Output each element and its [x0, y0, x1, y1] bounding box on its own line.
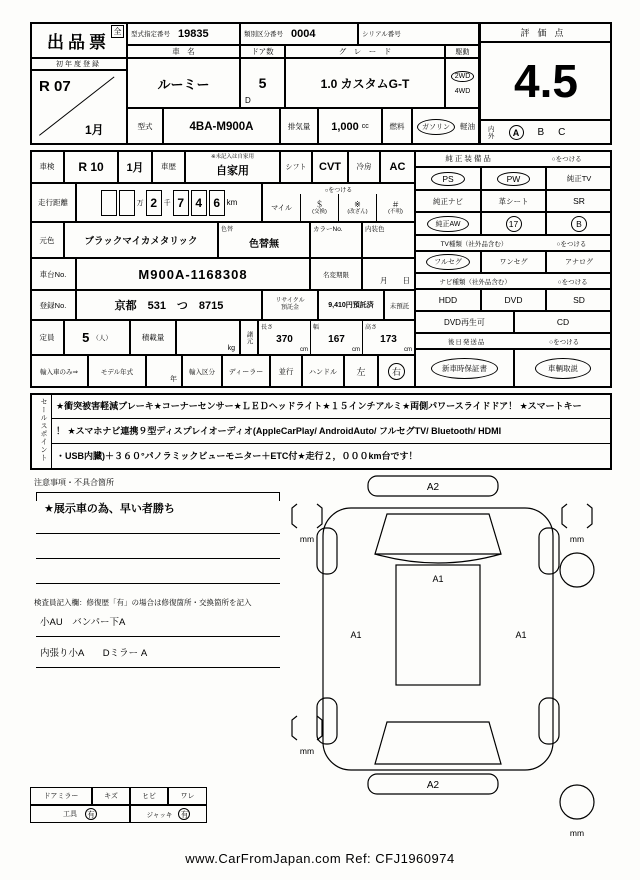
mile-tampered [338, 194, 376, 221]
shift-label: シフト [285, 163, 307, 171]
equip-header4-label: 後日発送品 [447, 338, 486, 346]
import-dealer-cell [222, 355, 270, 388]
equip-tv-cell [546, 167, 612, 190]
cool-cell [380, 150, 415, 183]
inspector-line-1: 小AU バンパー下A [40, 617, 126, 628]
capacity-header [30, 320, 64, 355]
capacity-unit: （人） [92, 335, 112, 342]
odo-digit: 7 [173, 190, 189, 216]
equip-header-1 [415, 150, 612, 167]
equip-manual-circled: 車輌取説 [535, 358, 591, 379]
equip-leather-cell [481, 190, 546, 212]
recycle-header [262, 290, 318, 320]
dim-height-label: 高さ [365, 325, 378, 331]
mm-label-bl: mm [299, 746, 315, 756]
history-header [152, 150, 185, 183]
wheel-front-left [317, 528, 337, 574]
mile-cell [262, 183, 415, 222]
color-cell [64, 222, 218, 258]
shift-header [280, 150, 312, 183]
zen-badge: 全 [111, 25, 124, 38]
int-ext-label [488, 126, 495, 140]
mm-label-tl: mm [299, 534, 315, 544]
name-change-header [310, 258, 362, 290]
interior-color-cell [362, 222, 415, 258]
doors-cell [240, 58, 285, 108]
equip-dvd: DVD [504, 295, 523, 305]
split-label: ワレ [180, 793, 195, 800]
recycle-label-2: 預託金 [280, 305, 299, 311]
model-code-cell [163, 108, 280, 145]
import-parallel-cell [270, 355, 302, 388]
shaken-year-cell [64, 150, 118, 183]
mile-note-1: (交換) [312, 208, 327, 215]
serial-number-cell [358, 22, 480, 45]
history-note: ※未記入は自家用 [210, 154, 255, 160]
wheel-rear-right [539, 698, 559, 744]
sales-line-1: ★衝突被害軽減ブレーキ★コーナーセンサー★ＬＥＤヘッドライト★１５インチアルミ★両側パワースライドドア！ ★スマートキー [52, 394, 610, 419]
mm-label-br: mm [569, 828, 585, 838]
handle-left-cell [344, 355, 378, 388]
handle-label: ハンドル [309, 368, 337, 376]
car-name-label: 車 名 [172, 47, 195, 56]
color-header [30, 222, 64, 258]
bracket-top-right [562, 504, 592, 528]
inspector-line-2: 内張り小A Dミラー A [40, 648, 148, 659]
history-value: 自家用 [216, 165, 249, 177]
payload-label: 積載量 [141, 333, 165, 342]
odo-digit [101, 190, 117, 216]
fuel-label: 燃料 [389, 122, 405, 131]
right-rail-label: A1 [515, 630, 527, 640]
mirror-label: ドアミラー [43, 793, 79, 800]
reg-header [30, 290, 76, 320]
equip-cd: CD [556, 317, 570, 327]
mile-sym-3: ＃ [391, 199, 400, 209]
equip-ps-circled: PS [431, 172, 464, 186]
cool-value: AC [389, 160, 406, 173]
equip-oneseg: ワンセグ [499, 259, 528, 266]
repaint-label: 色替 [221, 227, 234, 233]
dim-width-label: 幅 [313, 325, 320, 331]
spare-circle-top [560, 553, 594, 587]
equip-sr: SR [573, 196, 585, 206]
tool-present-circled: 有 [85, 808, 97, 820]
rate-a-circled: A [509, 125, 524, 140]
dim-length-label: 長さ [261, 325, 274, 331]
notes-rule-2 [36, 558, 280, 559]
trunk-panel [375, 722, 501, 764]
equip-oneseg-cell [481, 251, 546, 273]
model-code-value: 4BA-M900A [189, 120, 254, 133]
color-value: ブラックマイカメタリック [84, 236, 198, 247]
mileage-header [30, 183, 76, 222]
spec-label: 諸元 [245, 331, 253, 344]
model-designation-value: 19835 [178, 27, 209, 40]
inspector-label: 検査員記入欄：修復歴「有」の場合は修復箇所・交換箇所を記入 [34, 598, 252, 607]
ext-label: 外 [488, 132, 495, 140]
car-diagram [283, 470, 613, 848]
displacement-unit: cc [361, 123, 369, 130]
equip-fullseg-circled: フルセグ [426, 254, 470, 270]
shift-value: CVT [319, 160, 341, 173]
shaken-header [30, 150, 64, 183]
grade-cell [285, 58, 445, 108]
equip-header2-label: TV種類（社外品含む） [440, 240, 508, 248]
odo-sen: 千 [163, 199, 171, 207]
shaken-year: R 10 [78, 159, 104, 174]
mile-options [263, 194, 414, 221]
class-number-value: 0004 [291, 27, 316, 40]
equip-dvdplay-cell [415, 311, 514, 333]
wheel-front-right [539, 528, 559, 574]
equip-warranty-cell [415, 349, 514, 388]
equip-dvd-cell [481, 289, 546, 311]
model-year-header [88, 355, 146, 388]
odo-digit: 4 [191, 190, 207, 216]
jack-present-circled: 有 [178, 808, 190, 820]
import-class-label: 輸入区分 [189, 369, 215, 376]
odo-digit [119, 190, 135, 216]
shaken-month: 1月 [126, 161, 144, 174]
chassis-cell [76, 258, 310, 290]
repaint-value: 色替無 [249, 239, 279, 250]
mile-sym-2: ※ [354, 199, 361, 209]
model-designation-label: 型式指定番号 [131, 31, 170, 38]
grade-header [285, 45, 445, 58]
first-reg-month: 1月 [85, 123, 104, 137]
equip-dvdplay: DVD再生可 [444, 317, 485, 327]
odo-digit: 2 [146, 190, 162, 216]
dim-width-unit: cm [352, 347, 360, 353]
first-reg-header [30, 58, 127, 70]
equip-hdd-cell [415, 289, 481, 311]
equip-circle-note-1: ○をつける [551, 156, 582, 163]
notes-bracket-top [36, 492, 280, 493]
interior-color-label: 内装色 [365, 226, 385, 233]
split-cell [168, 787, 207, 805]
crack-cell [130, 787, 168, 805]
notes-bracket-left-tick [36, 492, 37, 501]
shaken-month-cell [118, 150, 152, 183]
dim-length-value: 370 [276, 334, 293, 345]
capacity-label: 定員 [39, 333, 55, 342]
equip-aw-circled: 純正AW [427, 216, 468, 232]
equip-header3-label: ナビ種類（社外品含む） [439, 278, 511, 286]
equip-header-3 [415, 273, 612, 289]
inspector-rule-1 [36, 636, 280, 637]
class-number-cell [240, 22, 358, 45]
rear-bar-label: A2 [426, 780, 440, 791]
rate-c: C [558, 127, 566, 138]
cool-header [348, 150, 380, 183]
chassis-value: M900A-1168308 [138, 266, 248, 282]
mile-note-2: (改ざん) [347, 208, 368, 215]
displacement-label: 排気量 [287, 122, 311, 131]
color-label: 元色 [39, 235, 55, 245]
color-no-label: カラーNo. [313, 226, 343, 233]
reg-value: 京都 531 つ 8715 [114, 300, 224, 312]
fuel-diesel: 軽油 [460, 122, 475, 131]
bracket-top-left [292, 504, 322, 528]
mm-label-tr: mm [569, 534, 585, 544]
handle-header [302, 355, 344, 388]
sales-label-cell [30, 393, 52, 470]
mile-unknown [376, 194, 414, 221]
model-code-header [127, 108, 163, 145]
equip-ps-cell [415, 167, 481, 190]
import-parallel: 並行 [278, 367, 294, 376]
import-header [30, 355, 88, 388]
notes-bracket-right-tick [279, 492, 280, 501]
drive-2wd-circled: 2WD [451, 71, 475, 82]
equip-sd-cell [546, 289, 612, 311]
equip-pw-cell [481, 167, 546, 190]
tool-cell [30, 805, 130, 823]
history-cell [185, 150, 280, 183]
equip-circle-note-2: ○をつける [556, 240, 587, 248]
dim-height-unit: cm [404, 347, 412, 353]
rate-b: B [537, 127, 545, 138]
serial-number-label: シリアル番号 [362, 31, 401, 38]
grade-label: グ レ ー ド [338, 47, 392, 56]
model-year-unit: 年 [170, 376, 177, 383]
notes-rule-1 [36, 533, 280, 534]
drive-label: 駆動 [455, 48, 470, 56]
crack-label: ヒビ [142, 793, 156, 800]
recycle-value: 9,410円預託済 [328, 302, 374, 309]
score-cell [480, 42, 612, 120]
drive-cell [445, 58, 480, 108]
hood-panel [375, 514, 501, 554]
handle-left: 左 [356, 367, 366, 377]
equip-circle-note-4: ○をつける [549, 338, 580, 346]
sales-line-2: ！ ★スマホナビ連携９型ディスプレイオーディオ(AppleCarPlay/ AndroidAuto/ フルセグTV/ Bluetooth/ HDMI [52, 419, 610, 444]
equip-manual-cell [514, 349, 612, 388]
equip-tv: 純正TV [566, 174, 592, 183]
windshield-line [375, 554, 501, 563]
jack-label: ジャッキ [146, 811, 173, 819]
page-title: 出品票 [47, 32, 110, 52]
drive-header [445, 45, 480, 58]
name-change-label: 名変期限 [323, 271, 349, 279]
score-header-cell [480, 22, 612, 42]
equip-warranty-circled: 新車時保証書 [431, 358, 498, 379]
dim-height [362, 321, 414, 354]
name-change-value: 月 日 [380, 276, 410, 285]
dim-length [259, 321, 310, 354]
notes-text: ★展示車の為、早い者勝ち [44, 503, 175, 515]
first-reg-label: 初年度登録 [56, 61, 101, 68]
score-label: 評価点 [520, 27, 572, 38]
notes-rule-3 [36, 583, 280, 584]
equip-aw-b-cell [546, 212, 612, 235]
import-label: 輸入車のみ⇒ [40, 369, 78, 376]
equip-fullseg-cell [415, 251, 481, 273]
first-reg-year: R 07 [39, 78, 71, 95]
spec-header [240, 320, 258, 355]
sales-line-3: ・USB内臓)＋３６０°パノラミックビューモニター＋ETC付★走行２，０００km台です！ [56, 451, 418, 461]
equip-leather: 革シート [498, 196, 529, 206]
odometer-cell [76, 183, 262, 222]
odo-digit: 6 [209, 190, 225, 216]
displacement-value: 1,000 [331, 120, 359, 133]
recycle-cell [318, 290, 384, 320]
doors-header [240, 45, 285, 58]
mileage-label: 走行距離 [38, 198, 68, 207]
mirror-cell [30, 787, 92, 805]
payload-header [130, 320, 176, 355]
fuel-header [382, 108, 412, 145]
equip-aw-cell [415, 212, 481, 235]
odo-unit: km [226, 198, 238, 207]
equip-cd-cell [514, 311, 612, 333]
color-no-cell [310, 222, 362, 258]
capacity-value: 5 [82, 330, 90, 345]
dim-width-value: 167 [328, 334, 345, 345]
equip-aw-size-circled: 17 [506, 216, 522, 232]
handle-right-cell [378, 355, 415, 388]
dim-height-value: 173 [380, 334, 397, 345]
equip-sr-cell [546, 190, 612, 212]
dim-length-unit: cm [300, 347, 308, 353]
car-name-value: ルーミー [157, 76, 210, 92]
sales-label: セールスポイント [40, 398, 47, 462]
equip-navi: 純正ナビ [433, 196, 463, 206]
equip-pw-circled: PW [497, 172, 531, 186]
equip-header-4 [415, 333, 612, 349]
circle-note: ○をつける [324, 188, 353, 194]
import-dealer: ディーラー [228, 368, 264, 376]
history-label: 車歴 [161, 162, 176, 171]
import-class-header [182, 355, 222, 388]
center-panel-label: A1 [432, 574, 444, 584]
repaint-cell [218, 222, 310, 258]
left-rail-label: A1 [350, 630, 362, 640]
fuel-cell [412, 108, 480, 145]
recycle-alt: 未預託 [389, 302, 410, 310]
chassis-header [30, 258, 76, 290]
model-code-label: 型式 [137, 122, 153, 131]
name-change-cell [362, 258, 415, 290]
equip-header-2 [415, 235, 612, 251]
doors-value: 5 [258, 75, 267, 91]
handle-right-circled: 右 [388, 363, 405, 380]
equip-hdd: HDD [438, 295, 458, 305]
doors-sub: D [245, 96, 251, 105]
grade-value: 1.0 カスタムG-T [320, 76, 410, 91]
chassis-label: 車台No. [39, 269, 67, 279]
drive-4wd: 4WD [454, 88, 471, 95]
model-year-cell [146, 355, 182, 388]
odo-man: 万 [136, 199, 144, 207]
shaken-label: 車検 [39, 162, 55, 171]
reg-cell [76, 290, 262, 320]
interior-exterior-cell [480, 120, 612, 145]
class-number-label: 類別区分番号 [244, 31, 283, 38]
mile-exchange [300, 194, 338, 221]
scratch-cell [92, 787, 130, 805]
equip-analog-cell [546, 251, 612, 273]
model-designation-cell [127, 22, 240, 45]
doors-label: ドア数 [251, 47, 274, 56]
first-reg-cell [30, 70, 127, 145]
equip-navi-cell [415, 190, 481, 212]
car-name-header [127, 45, 240, 58]
cool-label: 冷房 [356, 162, 372, 171]
notes-label: 注意事項・不具合箇所 [34, 478, 114, 487]
dimensions-cell [258, 320, 415, 355]
equip-aw-size-cell [481, 212, 546, 235]
equip-sd: SD [573, 295, 585, 305]
recycle-label-1: リサイクル [275, 298, 305, 305]
title-cell [30, 22, 127, 58]
footer-reference: www.CarFromJapan.com Ref: CFJ1960974 [185, 851, 455, 866]
equip-header1-label: 純正装備品 [445, 154, 493, 163]
tool-label: 工具 [63, 811, 77, 818]
displacement-cell [318, 108, 382, 145]
shift-cell [312, 150, 348, 183]
score-value: 4.5 [514, 55, 578, 107]
mile-sym-1: ＄ [315, 199, 324, 209]
recycle-alt-cell [384, 290, 415, 320]
sales-text-area [52, 394, 610, 469]
equip-aw-b-circled: B [571, 216, 587, 232]
payload-unit: kg [227, 345, 235, 352]
inspector-rule-2 [36, 667, 280, 668]
model-year-label: モデル年式 [100, 369, 134, 376]
reg-label: 登録No. [39, 300, 67, 310]
spare-circle-bottom [560, 785, 594, 819]
front-bar-label: A2 [426, 482, 440, 493]
scratch-label: キズ [104, 793, 118, 800]
jack-cell [130, 805, 207, 823]
dim-width [310, 321, 362, 354]
fuel-gasoline-circled: ガソリン [417, 119, 455, 135]
car-name-cell [127, 58, 240, 108]
car-diagram-shapes [292, 476, 594, 819]
mile-label: マイル [271, 204, 292, 212]
payload-cell [176, 320, 240, 355]
equip-circle-note-3: ○をつける [557, 278, 588, 286]
capacity-cell [64, 320, 130, 355]
int-label: 内 [488, 125, 495, 133]
equip-analog: アナログ [565, 259, 593, 266]
displacement-header [280, 108, 318, 145]
mile-note-3: (不明) [388, 208, 403, 215]
